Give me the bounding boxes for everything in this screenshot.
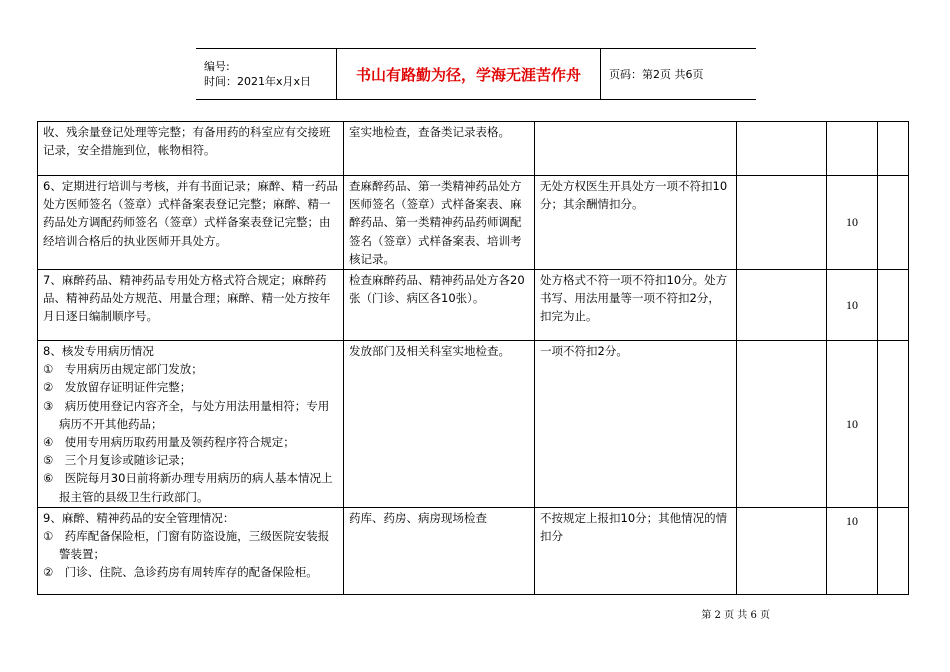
score-cell: 10 xyxy=(827,507,878,594)
inspection-item-cell xyxy=(38,270,344,341)
inspection-item-cell xyxy=(38,341,344,508)
check-method-cell: 查麻醉药品、第一类精神药品处方医师签名（签章）式样备案表、麻醉药品、第一类精神药品药师调配签名（签章）式样备案表、培训考核记录。 xyxy=(344,176,535,270)
score-cell: 10 xyxy=(827,341,878,508)
blank-cell xyxy=(737,270,827,341)
blank-cell xyxy=(737,341,827,508)
inspection-item-line: ③ 病历使用登记内容齐全，与处方用法用量相符；专用病历不开其他药品； xyxy=(43,398,330,431)
inspection-item-line: ① 药库配备保险柜，门窗有防盗设施，三级医院安装报警装置； xyxy=(43,529,330,562)
document-number-label: 编号: xyxy=(204,60,230,73)
inspection-item-line: ② 门诊、住院、急诊药房有周转库存的配备保险柜。 xyxy=(43,565,318,580)
header-left-cell xyxy=(196,49,337,99)
document-time-label: 时间：2021年x月x日 xyxy=(204,75,312,88)
remark-cell xyxy=(878,270,909,341)
score-cell: 10 xyxy=(827,176,878,270)
deduction-criteria-cell xyxy=(535,122,737,176)
remark-cell xyxy=(878,176,909,270)
table-row xyxy=(38,341,909,508)
table-row xyxy=(38,122,909,176)
deduction-criteria-cell: 无处方权医生开具处方一项不符扣10分；其余酬情扣分。 xyxy=(535,176,737,270)
inspection-item-cell xyxy=(38,507,344,594)
blank-cell xyxy=(737,507,827,594)
blank-cell xyxy=(737,122,827,176)
table-row xyxy=(38,507,909,594)
inspection-item-line: 8、核发专用病历情况 xyxy=(43,344,154,359)
blank-cell xyxy=(737,176,827,270)
inspection-item-line: ② 发放留存证明证件完整； xyxy=(43,380,192,395)
inspection-item-line: ④ 使用专用病历取药用量及领药程序符合规定； xyxy=(43,435,295,450)
table-row xyxy=(38,176,909,270)
inspection-item-line: ① 专用病历由规定部门发放； xyxy=(43,362,203,377)
check-method-cell: 室实地检查，查备类记录表格。 xyxy=(344,122,535,176)
inspection-item-cell xyxy=(38,122,344,176)
remark-cell xyxy=(878,122,909,176)
inspection-item-line: ⑤ 三个月复诊或随诊记录； xyxy=(43,453,192,468)
inspection-item-line: 6、定期进行培训与考核，并有书面记录；麻醉、精一药品处方医师签名（签章）式样备案表登记完整；麻醉、精一药品处方调配药师签名（签章）式样备案表登记完整；由经培训合格后的执业医师开具处方。 xyxy=(43,179,338,248)
check-method-cell: 药库、药房、病房现场检查 xyxy=(344,507,535,594)
inspection-table xyxy=(37,121,909,595)
remark-cell xyxy=(878,507,909,594)
inspection-item-line: 收、残余量登记处理等完整；有备用药的科室应有交接班记录，安全措施到位，帐物相符。 xyxy=(43,125,331,158)
deduction-criteria-cell: 处方格式不符一项不符扣10分。处方书写、用法用量等一项不符扣2分，扣完为止。 xyxy=(535,270,737,341)
score-cell xyxy=(827,122,878,176)
page-footer: 第 2 页 共 6 页 xyxy=(701,610,770,621)
score-cell: 10 xyxy=(827,270,878,341)
inspection-item-line: ⑥ 医院每月30日前将新办理专用病历的病人基本情况上报主管的县级卫生行政部门。 xyxy=(43,471,333,504)
check-method-cell: 发放部门及相关科室实地检查。 xyxy=(344,341,535,508)
inspection-item-line: 9、麻醉、精神药品的安全管理情况： xyxy=(43,510,235,525)
deduction-criteria-cell: 一项不符扣2分。 xyxy=(535,341,737,508)
table-row xyxy=(38,270,909,341)
header-page-label: 页码：第2页 共6页 xyxy=(609,68,704,81)
remark-cell xyxy=(878,341,909,508)
page-header xyxy=(196,48,756,100)
inspection-item-line: 7、麻醉药品、精神药品专用处方格式符合规定；麻醉药品、精神药品处方规范、用量合理；麻醉、精一处方按年月日逐日编制顺序号。 xyxy=(43,273,331,324)
deduction-criteria-cell: 不按规定上报扣10分；其他情况的情扣分 xyxy=(535,507,737,594)
header-motto: 书山有路勤为径，学海无涯苦作舟 xyxy=(337,49,601,99)
check-method-cell: 检查麻醉药品、精神药品处方各20张（门诊、病区各10张）。 xyxy=(344,270,535,341)
inspection-item-cell xyxy=(38,176,344,270)
